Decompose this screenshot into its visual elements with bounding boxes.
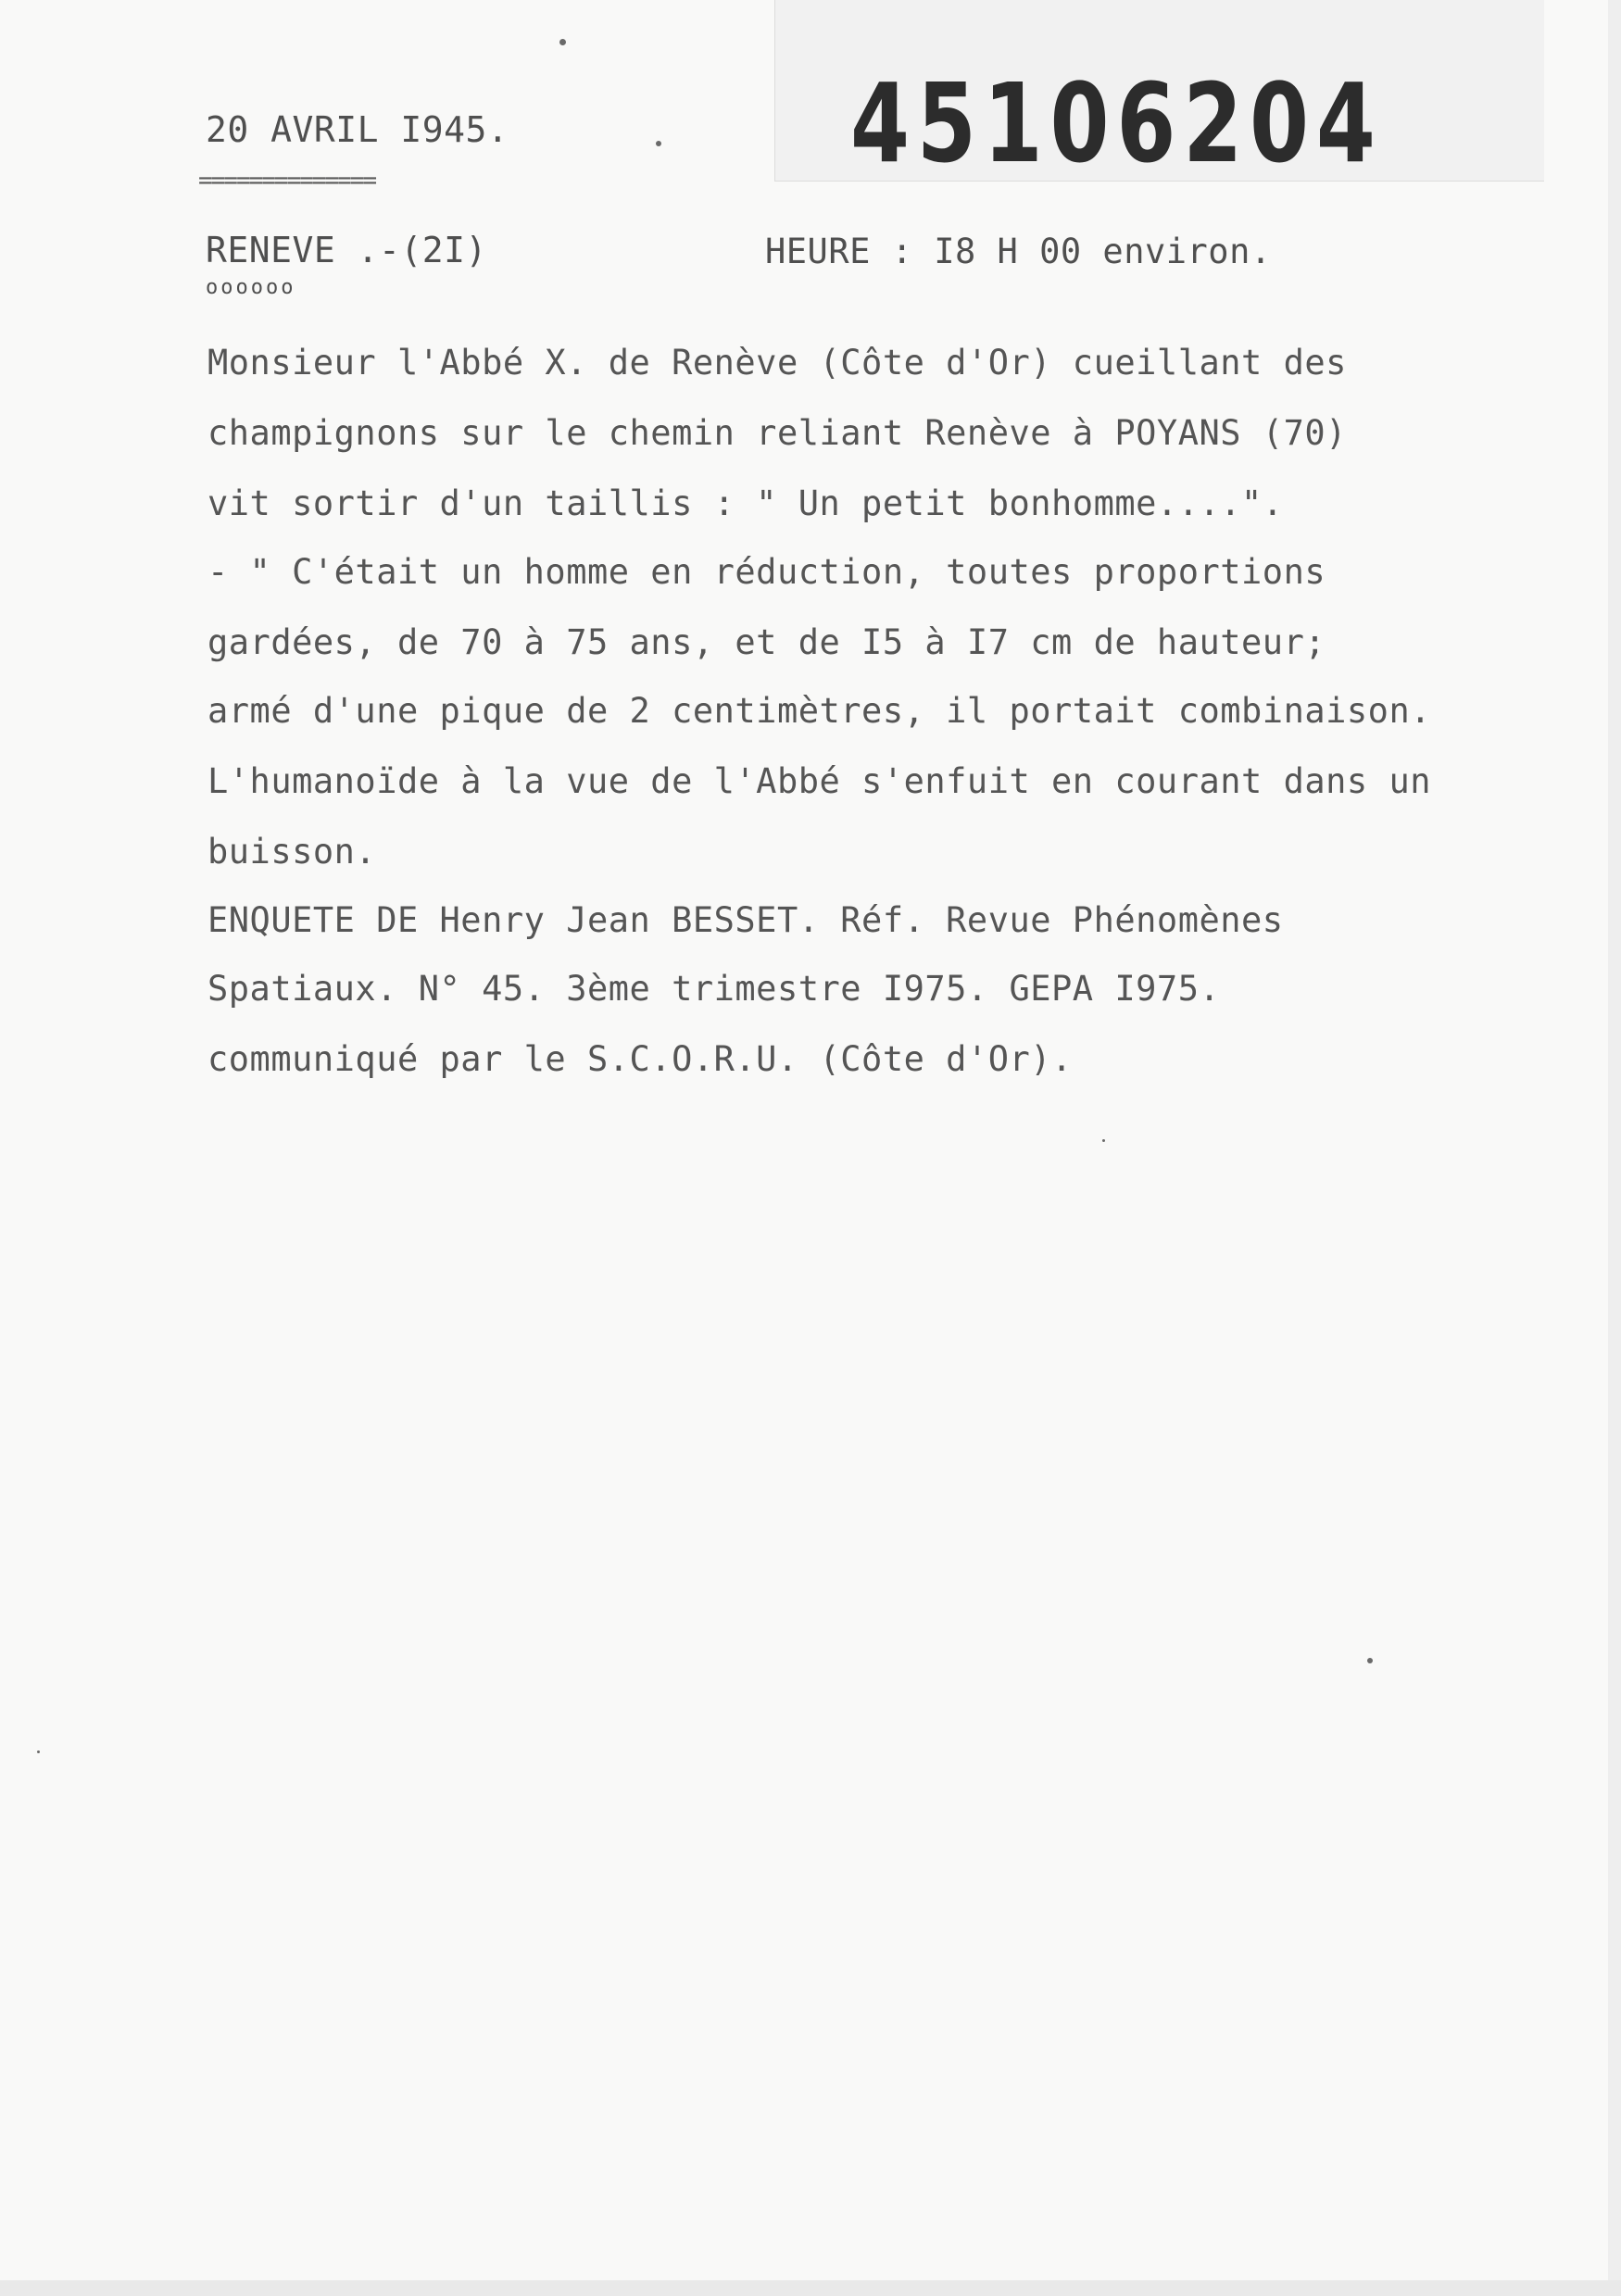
report-date: 20 AVRIL I945. <box>206 109 509 150</box>
report-time: HEURE : I8 H 00 environ. <box>765 232 1272 271</box>
scan-right-edge <box>1608 0 1621 2296</box>
body-line: communiqué par le S.C.O.R.U. (Côte d'Or). <box>207 1039 1073 1079</box>
body-line: Monsieur l'Abbé X. de Renève (Côte d'Or) cueillant des <box>207 343 1347 383</box>
body-line: gardées, de 70 à 75 ans, et de I5 à I7 cm de hauteur; <box>207 622 1326 662</box>
paper-speck <box>656 141 661 146</box>
paper-speck <box>559 39 566 45</box>
body-line: Spatiaux. N° 45. 3ème trimestre I975. GEPA I975. <box>207 969 1221 1009</box>
body-line: vit sortir d'un taillis : " Un petit bonhomme....". <box>207 483 1284 523</box>
body-line: L'humanoïde à la vue de l'Abbé s'enfuit en courant dans un <box>207 761 1432 801</box>
paper-speck <box>1102 1139 1105 1142</box>
paper-speck <box>1367 1658 1373 1663</box>
record-number: 45106204 <box>850 59 1383 187</box>
body-line: ENQUETE DE Henry Jean BESSET. Réf. Revue Phénomènes <box>207 900 1284 940</box>
date-underline: ============== <box>198 167 376 194</box>
report-place: RENEVE .-(2I) <box>206 230 487 270</box>
body-line: armé d'une pique de 2 centimètres, il portait combinaison. <box>207 691 1432 731</box>
body-line: buisson. <box>207 832 377 872</box>
body-line: - " C'était un homme en réduction, toutes proportions <box>207 552 1326 592</box>
paper-speck <box>37 1750 40 1753</box>
place-underline: oooooo <box>206 276 296 299</box>
scan-bottom-edge <box>0 2280 1621 2296</box>
body-line: champignons sur le chemin reliant Renève à POYANS (70) <box>207 413 1347 453</box>
